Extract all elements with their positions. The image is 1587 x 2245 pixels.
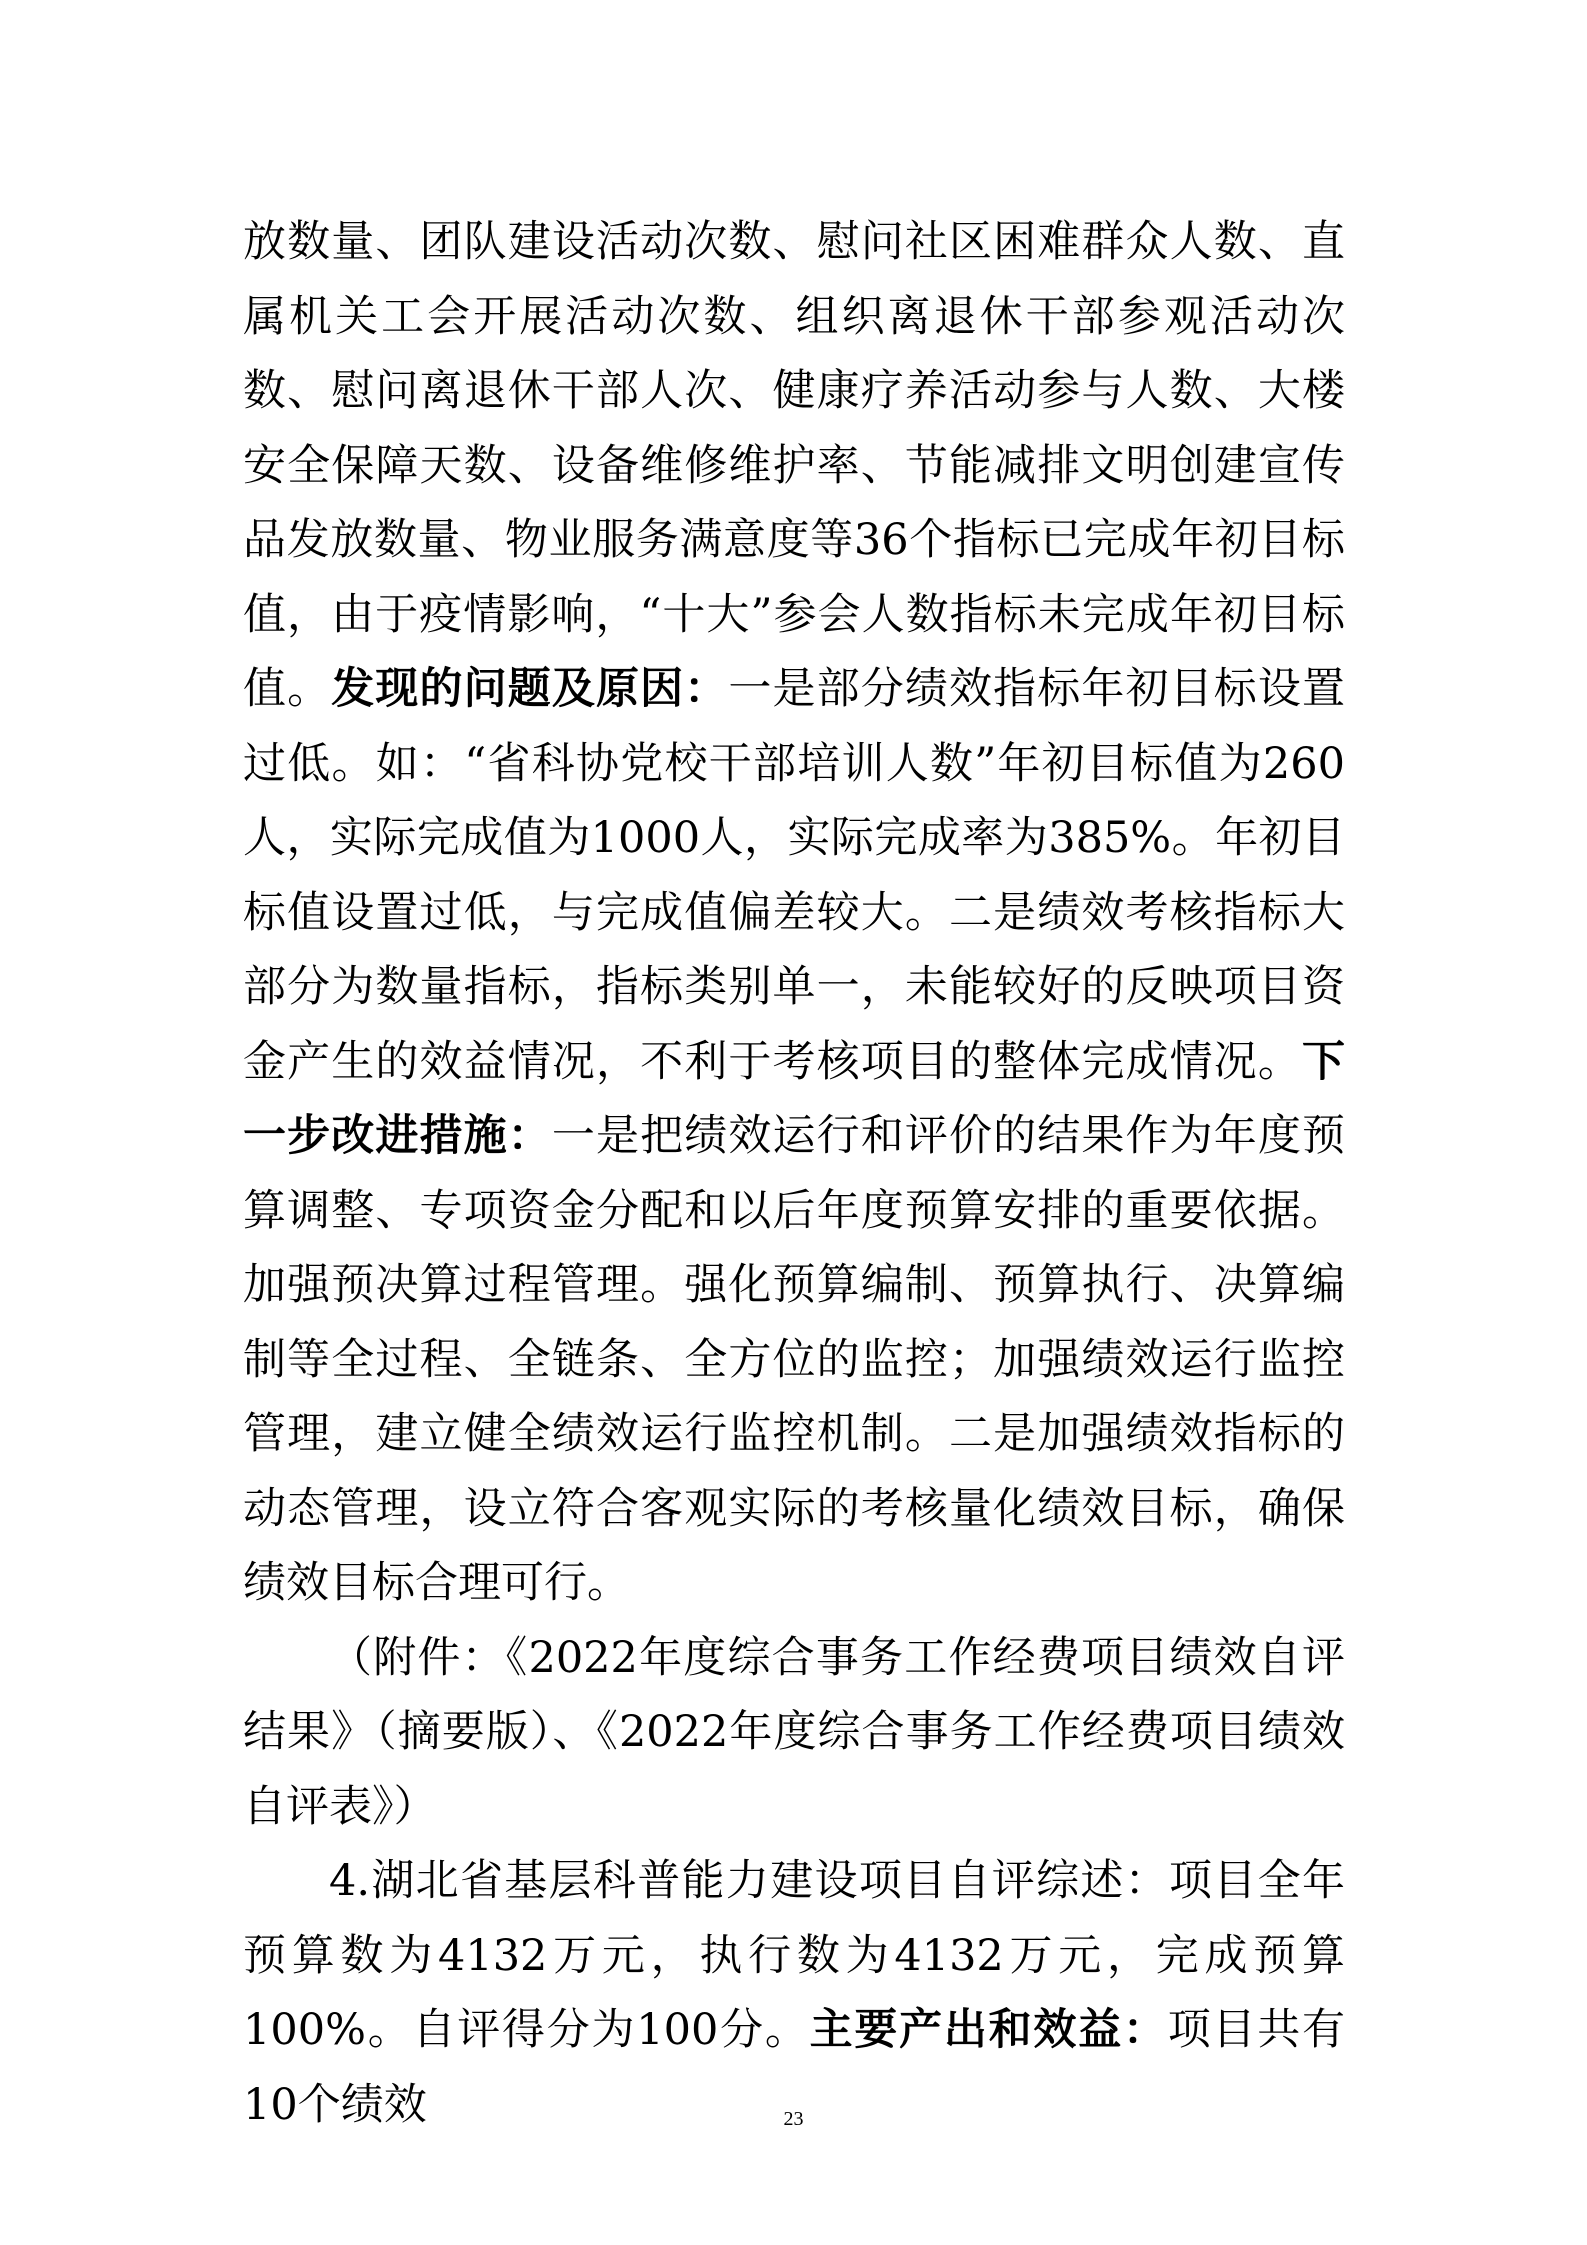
paragraph-text: 4.湖北省基层科普能力建设项目自评综述：项目全年预算数为4132万元，执行数为4132万元，完成预算100%。自评得分为100分。 bbox=[243, 1856, 1345, 2055]
page-number: 23 bbox=[783, 2108, 804, 2130]
paragraph-text: 项目共有10个绩效 bbox=[243, 2005, 1346, 2130]
heading-problems-causes: 发现的问题及原因： bbox=[331, 664, 729, 714]
paragraph-text: 一是部分绩效指标年初目标设置过低。如：“省科协党校干部培训人数”年初目标值为260人，实际完成值为1000人，实际完成率为385%。年初目标值设置过低，与完成值偏差较大。二是绩效考核指标大部分为数量指标，指标类别单一，未能较好的反映项目资金产生的效益情况，不利于考核项目的整体完成情况。 bbox=[243, 664, 1345, 1087]
paragraph-text: 放数量、团队建设活动次数、慰问社区困难群众人数、直属机关工会开展活动次数、组织离退休干部参观活动次数、慰问离退休干部人次、健康疗养活动参与人数、大楼安全保障天数、设备维修维护率、节能减排文明创建宣传品发放数量、物业服务满意度等36个指标已完成年初目标值，由于疫情影响，“十大”参会人数指标未完成年初目标值。 bbox=[243, 217, 1345, 714]
heading-main-output: 主要产出和效益： bbox=[809, 2005, 1168, 2055]
paragraph-attachments bbox=[243, 1621, 1345, 1845]
document-body bbox=[243, 205, 1345, 2142]
paragraph-project-summary bbox=[243, 1844, 1345, 2142]
paragraph-text: 一是把绩效运行和评价的结果作为年度预算调整、专项资金分配和以后年度预算安排的重要依据。加强预决算过程管理。强化预算编制、预算执行、决算编制等全过程、全链条、全方位的监控；加强绩效运行监控管理，建立健全绩效运行监控机制。二是加强绩效指标的动态管理，设立符合客观实际的考核量化绩效目标，确保绩效目标合理可行。 bbox=[243, 1111, 1345, 1608]
heading-next-steps: 下一步改进措施： bbox=[243, 1036, 1345, 1161]
attachment-note: （附件：《2022年度综合事务工作经费项目绩效自评结果》（摘要版）、《2022年度综合事务工作经费项目绩效自评表》） bbox=[243, 1632, 1345, 1832]
paragraph-performance-indicators bbox=[243, 205, 1345, 1621]
